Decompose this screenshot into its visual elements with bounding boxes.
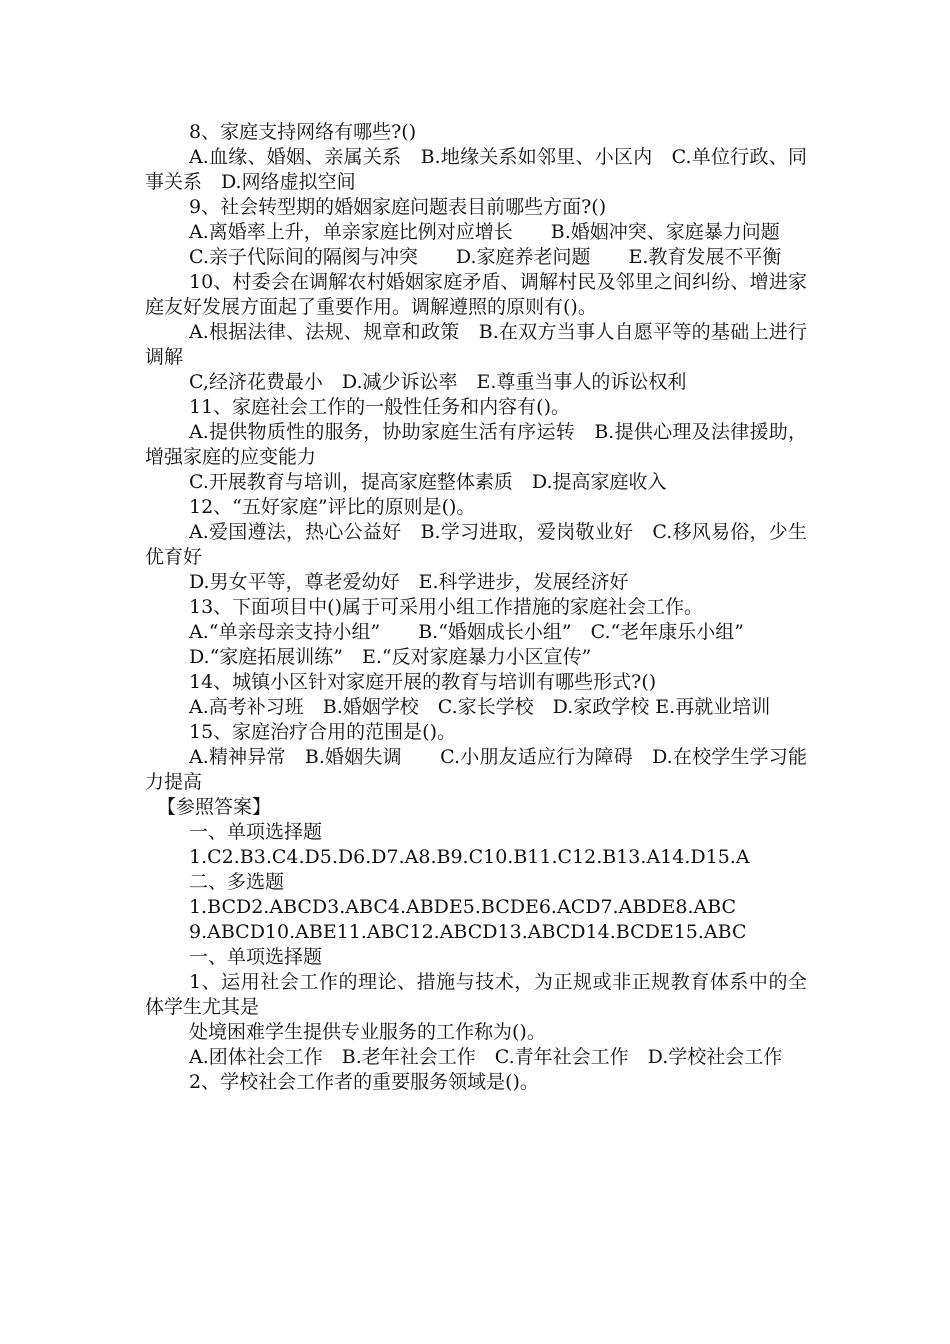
question-13: 13、下面项目中()属于可采用小组工作措施的家庭社会工作。 [189, 596, 704, 618]
question-2: 2、学校社会工作者的重要服务领域是()。 [189, 1071, 539, 1093]
question-14: 14、城镇小区针对家庭开展的教育与培训有哪些形式?() [189, 671, 657, 693]
question-11-options-ab: A.提供物质性的服务，协助家庭生活有序运转 B.提供心理及法律援助，增强家庭的应变能力 [145, 421, 807, 468]
single-choice-answers: 1.C2.B3.C4.D5.D6.D7.A8.B9.C10.B11.C12.B13.A14.D15.A [189, 846, 750, 868]
question-10: 10、村委会在调解农村婚姻家庭矛盾、调解村民及邻里之间纠纷、增进家庭友好发展方面起了重要作用。调解遵照的原则有()。 [145, 271, 807, 318]
question-8-options: A.血缘、婚姻、亲属关系 B.地缘关系如邻里、小区内 C.单位行政、同事关系 D.网络虚拟空间 [145, 146, 807, 193]
question-15: 15、家庭治疗合用的范围是()。 [189, 721, 457, 743]
question-9-options-ab: A.离婚率上升，单亲家庭比例对应增长 B.婚姻冲突、家庭暴力问题 [189, 221, 780, 243]
section-single-choice-heading-2: 一、单项选择题 [189, 946, 323, 968]
question-13-options-abc: A.“单亲母亲支持小组” B.“婚姻成长小组” C.“老年康乐小组” [189, 621, 744, 643]
question-12-options-abc: A.爱国遵法，热心公益好 B.学习进取，爱岗敬业好 C.移风易俗，少生优育好 [145, 521, 807, 568]
document-page [145, 120, 807, 1095]
section-multi-choice-heading: 二、多选题 [189, 871, 285, 893]
question-10-options-cde: C,经济花费最小 D.减少诉讼率 E.尊重当事人的诉讼权利 [189, 371, 687, 393]
question-1: 1、运用社会工作的理论、措施与技术，为正规或非正规教育体系中的全体学生尤其是 [145, 971, 807, 1018]
question-14-options: A.高考补习班 B.婚姻学校 C.家长学校 D.家政学校 E.再就业培训 [189, 696, 771, 718]
multi-choice-answers-1: 1.BCD2.ABCD3.ABC4.ABDE5.BCDE6.ACD7.ABDE8.ABC [189, 896, 737, 918]
question-11: 11、家庭社会工作的一般性任务和内容有()。 [189, 396, 571, 418]
question-10-options-ab: A.根据法律、法规、规章和政策 B.在双方当事人自愿平等的基础上进行调解 [145, 321, 807, 368]
answer-key-heading: 【参照答案】 [157, 796, 272, 818]
question-1-options: A.团体社会工作 B.老年社会工作 C.青年社会工作 D.学校社会工作 [189, 1046, 783, 1068]
question-13-options-de: D.“家庭拓展训练” E.“反对家庭暴力小区宣传” [189, 646, 592, 668]
section-single-choice-heading: 一、单项选择题 [189, 821, 323, 843]
question-12-options-de: D.男女平等，尊老爱幼好 E.科学进步，发展经济好 [189, 571, 629, 593]
question-8: 8、家庭支持网络有哪些?() [189, 121, 417, 143]
question-15-options: A.精神异常 B.婚姻失调 C.小朋友适应行为障碍 D.在校学生学习能力提高 [145, 746, 807, 793]
question-12: 12、“五好家庭”评比的原则是()。 [189, 496, 476, 518]
question-11-options-cd: C.开展教育与培训，提高家庭整体素质 D.提高家庭收入 [189, 471, 667, 493]
multi-choice-answers-2: 9.ABCD10.ABE11.ABC12.ABCD13.ABCD14.BCDE15.ABC [189, 921, 747, 943]
question-9: 9、社会转型期的婚姻家庭问题表目前哪些方面?() [189, 196, 607, 218]
question-1-continued: 处境困难学生提供专业服务的工作称为()。 [189, 1021, 546, 1043]
question-9-options-cde: C.亲子代际间的隔阂与冲突 D.家庭养老问题 E.教育发展不平衡 [189, 246, 782, 268]
